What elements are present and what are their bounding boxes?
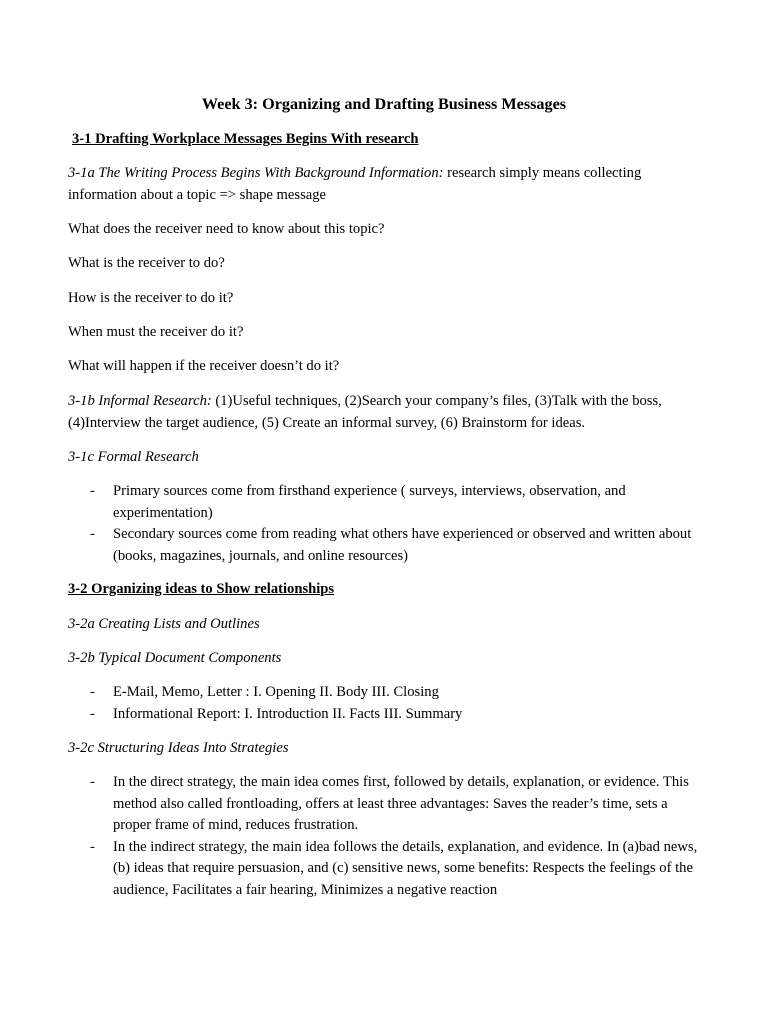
list-item: - E-Mail, Memo, Letter : I. Opening II. Body III. Closing	[68, 682, 698, 704]
paragraph-3-1a-text: research simply means collecting information about a topic => shape message	[68, 165, 642, 203]
paragraph-3-1a	[68, 163, 698, 206]
subheading-3-2b: 3-2b Typical Document Components	[68, 650, 282, 666]
question-1: What does the receiver need to know about this topic?	[68, 221, 385, 237]
question-3: How is the receiver to do it?	[68, 290, 234, 306]
subheading-3-2c: 3-2c Structuring Ideas Into Strategies	[68, 740, 289, 756]
section-heading-3-1: 3-1 Drafting Workplace Messages Begins With research	[72, 131, 419, 147]
paragraph-3-1b-text: (1)Useful techniques, (2)Search your company’s files, (3)Talk with the boss, (4)Interview the target audience, (5) Create an informal survey, (6) Brainstorm for ideas.	[68, 393, 662, 431]
subheading-3-2a: 3-2a Creating Lists and Outlines	[68, 616, 260, 632]
question-2: What is the receiver to do?	[68, 255, 225, 271]
list-item: - Primary sources come from firsthand experience ( surveys, interviews, observation, and experimentation)	[68, 481, 698, 524]
page-title: Week 3: Organizing and Drafting Business Messages	[201, 95, 567, 113]
subheading-3-1a: 3-1a The Writing Process Begins With Background Information:	[68, 165, 444, 181]
paragraph-3-1b	[68, 391, 698, 434]
question-4: When must the receiver do it?	[68, 324, 244, 340]
list-item: - In the direct strategy, the main idea comes first, followed by details, explanation, or evidence. This method also called frontloading, offers at least three advantages: Saves the reader’s time, sets a proper frame of mind, reduces frustration.	[68, 772, 698, 837]
document-components-list	[68, 682, 698, 725]
subheading-3-1c: 3-1c Formal Research	[68, 449, 199, 465]
strategies-list	[68, 772, 698, 902]
subheading-3-1b: 3-1b Informal Research:	[68, 393, 212, 409]
section-heading-3-2: 3-2 Organizing ideas to Show relationships	[68, 581, 335, 597]
list-item: - Secondary sources come from reading what others have experienced or observed and written about (books, magazines, journals, and online resources)	[68, 524, 698, 567]
list-item: - In the indirect strategy, the main idea follows the details, explanation, and evidence. In (a)bad news, (b) ideas that require persuasion, and (c) sensitive news, some benefits: Respects the feelings of the audience, Facilitates a fair hearing, Minimizes a negative reaction	[68, 837, 698, 902]
list-item: - Informational Report: I. Introduction II. Facts III. Summary	[68, 704, 698, 726]
formal-research-list	[68, 481, 698, 567]
question-5: What will happen if the receiver doesn’t do it?	[68, 358, 340, 374]
